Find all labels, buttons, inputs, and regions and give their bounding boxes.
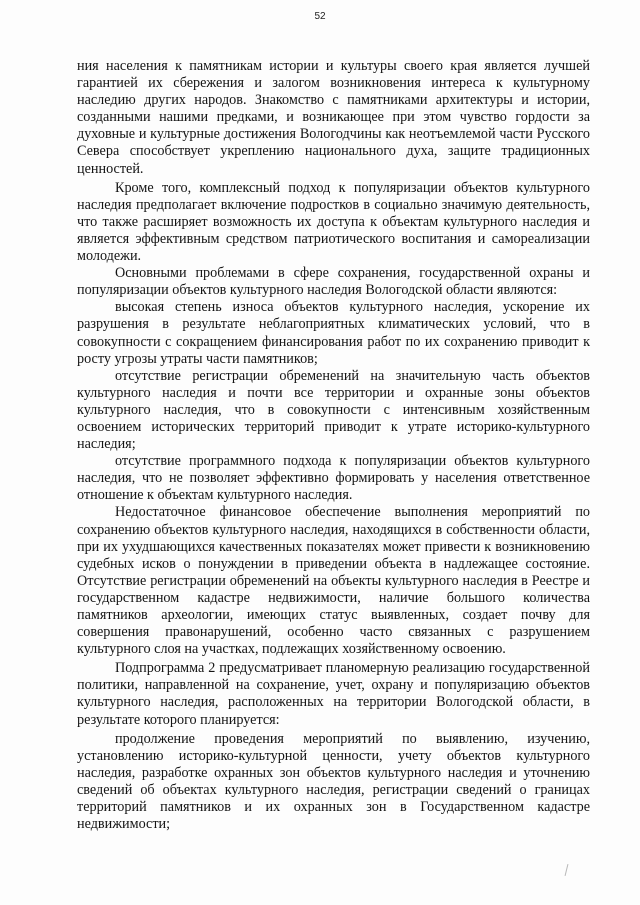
paragraph-main-problems: Основными проблемами в сфере сохранения, государственной охраны и популяризации объектов культурного наследия Вологодской области являются:	[77, 265, 590, 299]
list-item-continuation-of-measures: продолжение проведения мероприятий по выявлению, изучению, установлению историко-культурной ценности, учету объектов культурного наследия, разработке охранных зон объектов культурного наследия и уточнению сведений об объектах культурного наследия, регистрации сведений о границах территорий памятников и их охранных зон в Государственном кадастре недвижимости;	[77, 730, 590, 833]
page-number: 52	[314, 11, 326, 22]
paragraph-comprehensive-approach: Кроме того, комплексный подход к популяризации объектов культурного наследия предполагает включение подростков в социально значимую деятельность, что также расширяет возможность их доступа к объектам культурного наследия и является эффективным средством патриотического воспитания и самореализации молодежи.	[77, 179, 590, 265]
paragraph-continuation: ния населения к памятникам истории и культуры своего края является лучшей гарантией их сбережения и залогом возникновения интереса к культурному наследию других народов. Знакомство с памятниками архитектуры и истории, созданными нашими предками, и возникающее при этом чувство гордости за духовные и культурные достижения Вологодчины как неотъемлемой части Русского Севера способствует укреплению национального духа, защите традиционных ценностей.	[77, 58, 590, 177]
list-item-wear-degree: высокая степень износа объектов культурного наследия, ускорение их разрушения в результате неблагоприятных климатических условий, что в совокупности с сокращением финансирования работ по их сохранению приводит к росту угрозы утраты части памятников;	[77, 299, 590, 367]
page-body	[77, 58, 590, 833]
list-item-no-encumbrance-registration: отсутствие регистрации обременений на значительную часть объектов культурного наследия и почти все территории и охранные зоны объектов культурного наследия, что в совокупности с интенсивным хозяйственным освоением исторических территорий приводит к утрате историко-культурного наследия;	[77, 367, 590, 453]
paragraph-subprogram-2: Подпрограмма 2 предусматривает планомерную реализацию государственной политики, направленной на сохранение, учет, охрану и популяризацию объектов культурного наследия, расположенных на территории Вологодской области, в результате которого планируется:	[77, 660, 590, 728]
list-item-no-program-approach: отсутствие программного подхода к популяризации объектов культурного наследия, что не позволяет эффективно формировать у населения ответственное отношение к объектам культурного наследия.	[77, 453, 590, 504]
paragraph-insufficient-funding: Недостаточное финансовое обеспечение выполнения мероприятий по сохранению объектов культурного наследия, находящихся в собственности области, при их ухудшающихся качественных показателях может привести к возникновению судебных исков о понуждении в приведении объекта в надлежащее состояние. Отсутствие регистрации обременений на объекты культурного наследия в Реестре и государственном кадастре недвижимости, наличие большого количества памятников археологии, имеющих статус выявленных, создает почву для совершения правонарушений, особенно часто связанных с разрушением культурного слоя на участках, подлежащих хозяйственному освоению.	[77, 504, 590, 658]
scan-artifact-mark	[565, 864, 569, 876]
